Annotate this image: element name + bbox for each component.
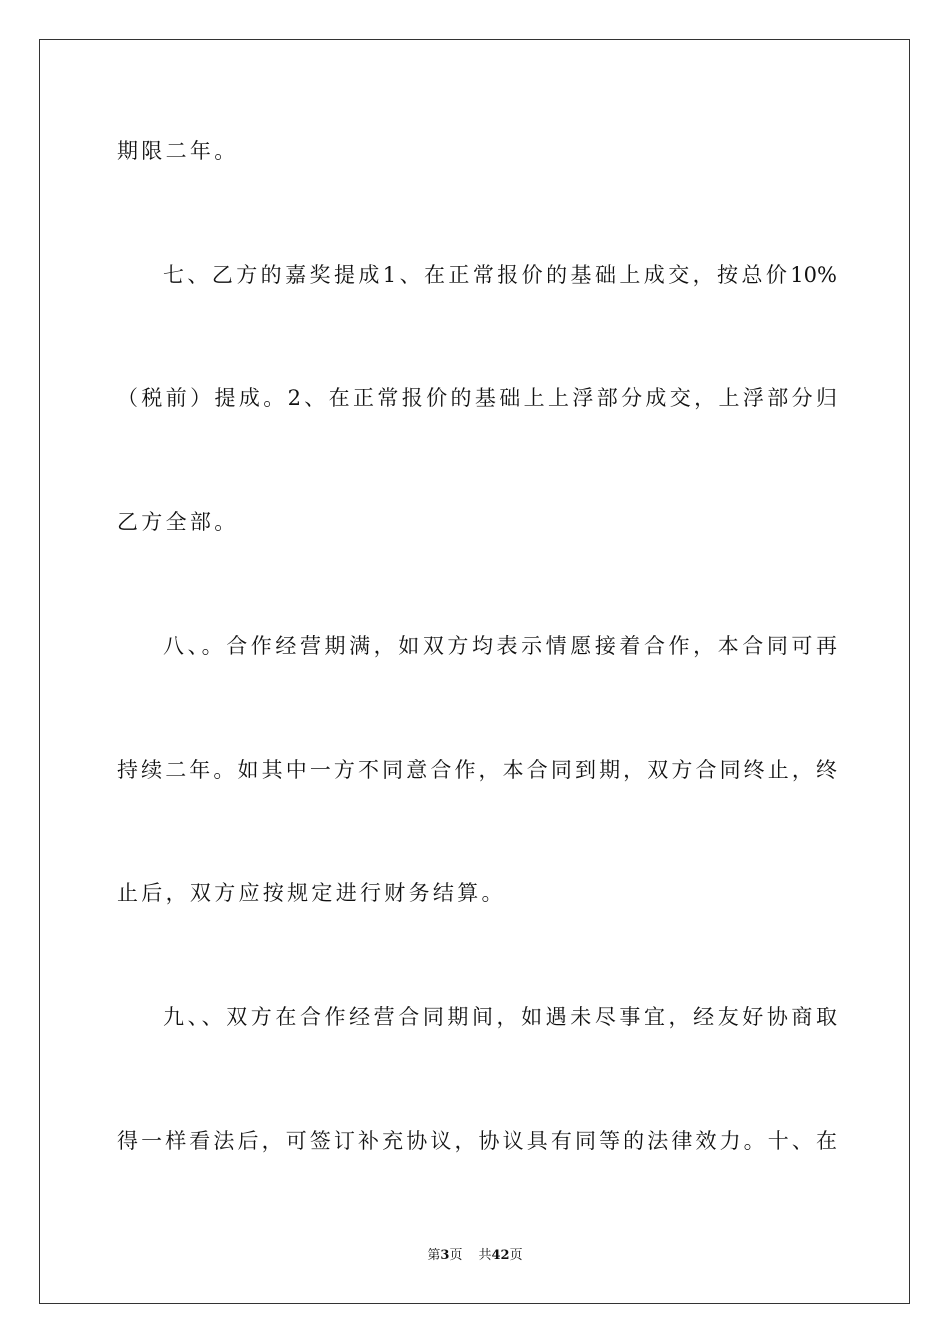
text-line: 九、、双方在合作经营合同期间，如遇未尽事宜，经友好协商取 — [163, 1005, 837, 1029]
page-suffix: 页 — [449, 1248, 463, 1263]
text-line: 得一样看法后，可签订补充协议，协议具有同等的法律效力。十、在 — [117, 1129, 837, 1153]
page-border — [39, 39, 910, 1304]
total-pages: 42 — [491, 1248, 510, 1263]
text-line: 持续二年。如其中一方不同意合作，本合同到期，双方合同终止，终 — [117, 758, 837, 782]
text-line: 期限二年。 — [117, 139, 239, 163]
text-line: 八、。合作经营期满，如双方均表示情愿接着合作，本合同可再 — [163, 634, 837, 658]
text-line: （税前）提成。2、在正常报价的基础上上浮部分成交，上浮部分归 — [117, 386, 837, 410]
page-prefix: 第 — [427, 1248, 441, 1263]
page-number: 3 — [440, 1248, 450, 1263]
text-line: 止后，双方应按规定进行财务结算。 — [117, 881, 506, 905]
total-prefix: 共 — [478, 1248, 492, 1263]
text-line: 乙方全部。 — [117, 510, 239, 534]
page-footer — [0, 1247, 950, 1265]
total-suffix: 页 — [509, 1248, 523, 1263]
text-line: 七、乙方的嘉奖提成1、在正常报价的基础上成交，按总价10% — [163, 263, 837, 287]
